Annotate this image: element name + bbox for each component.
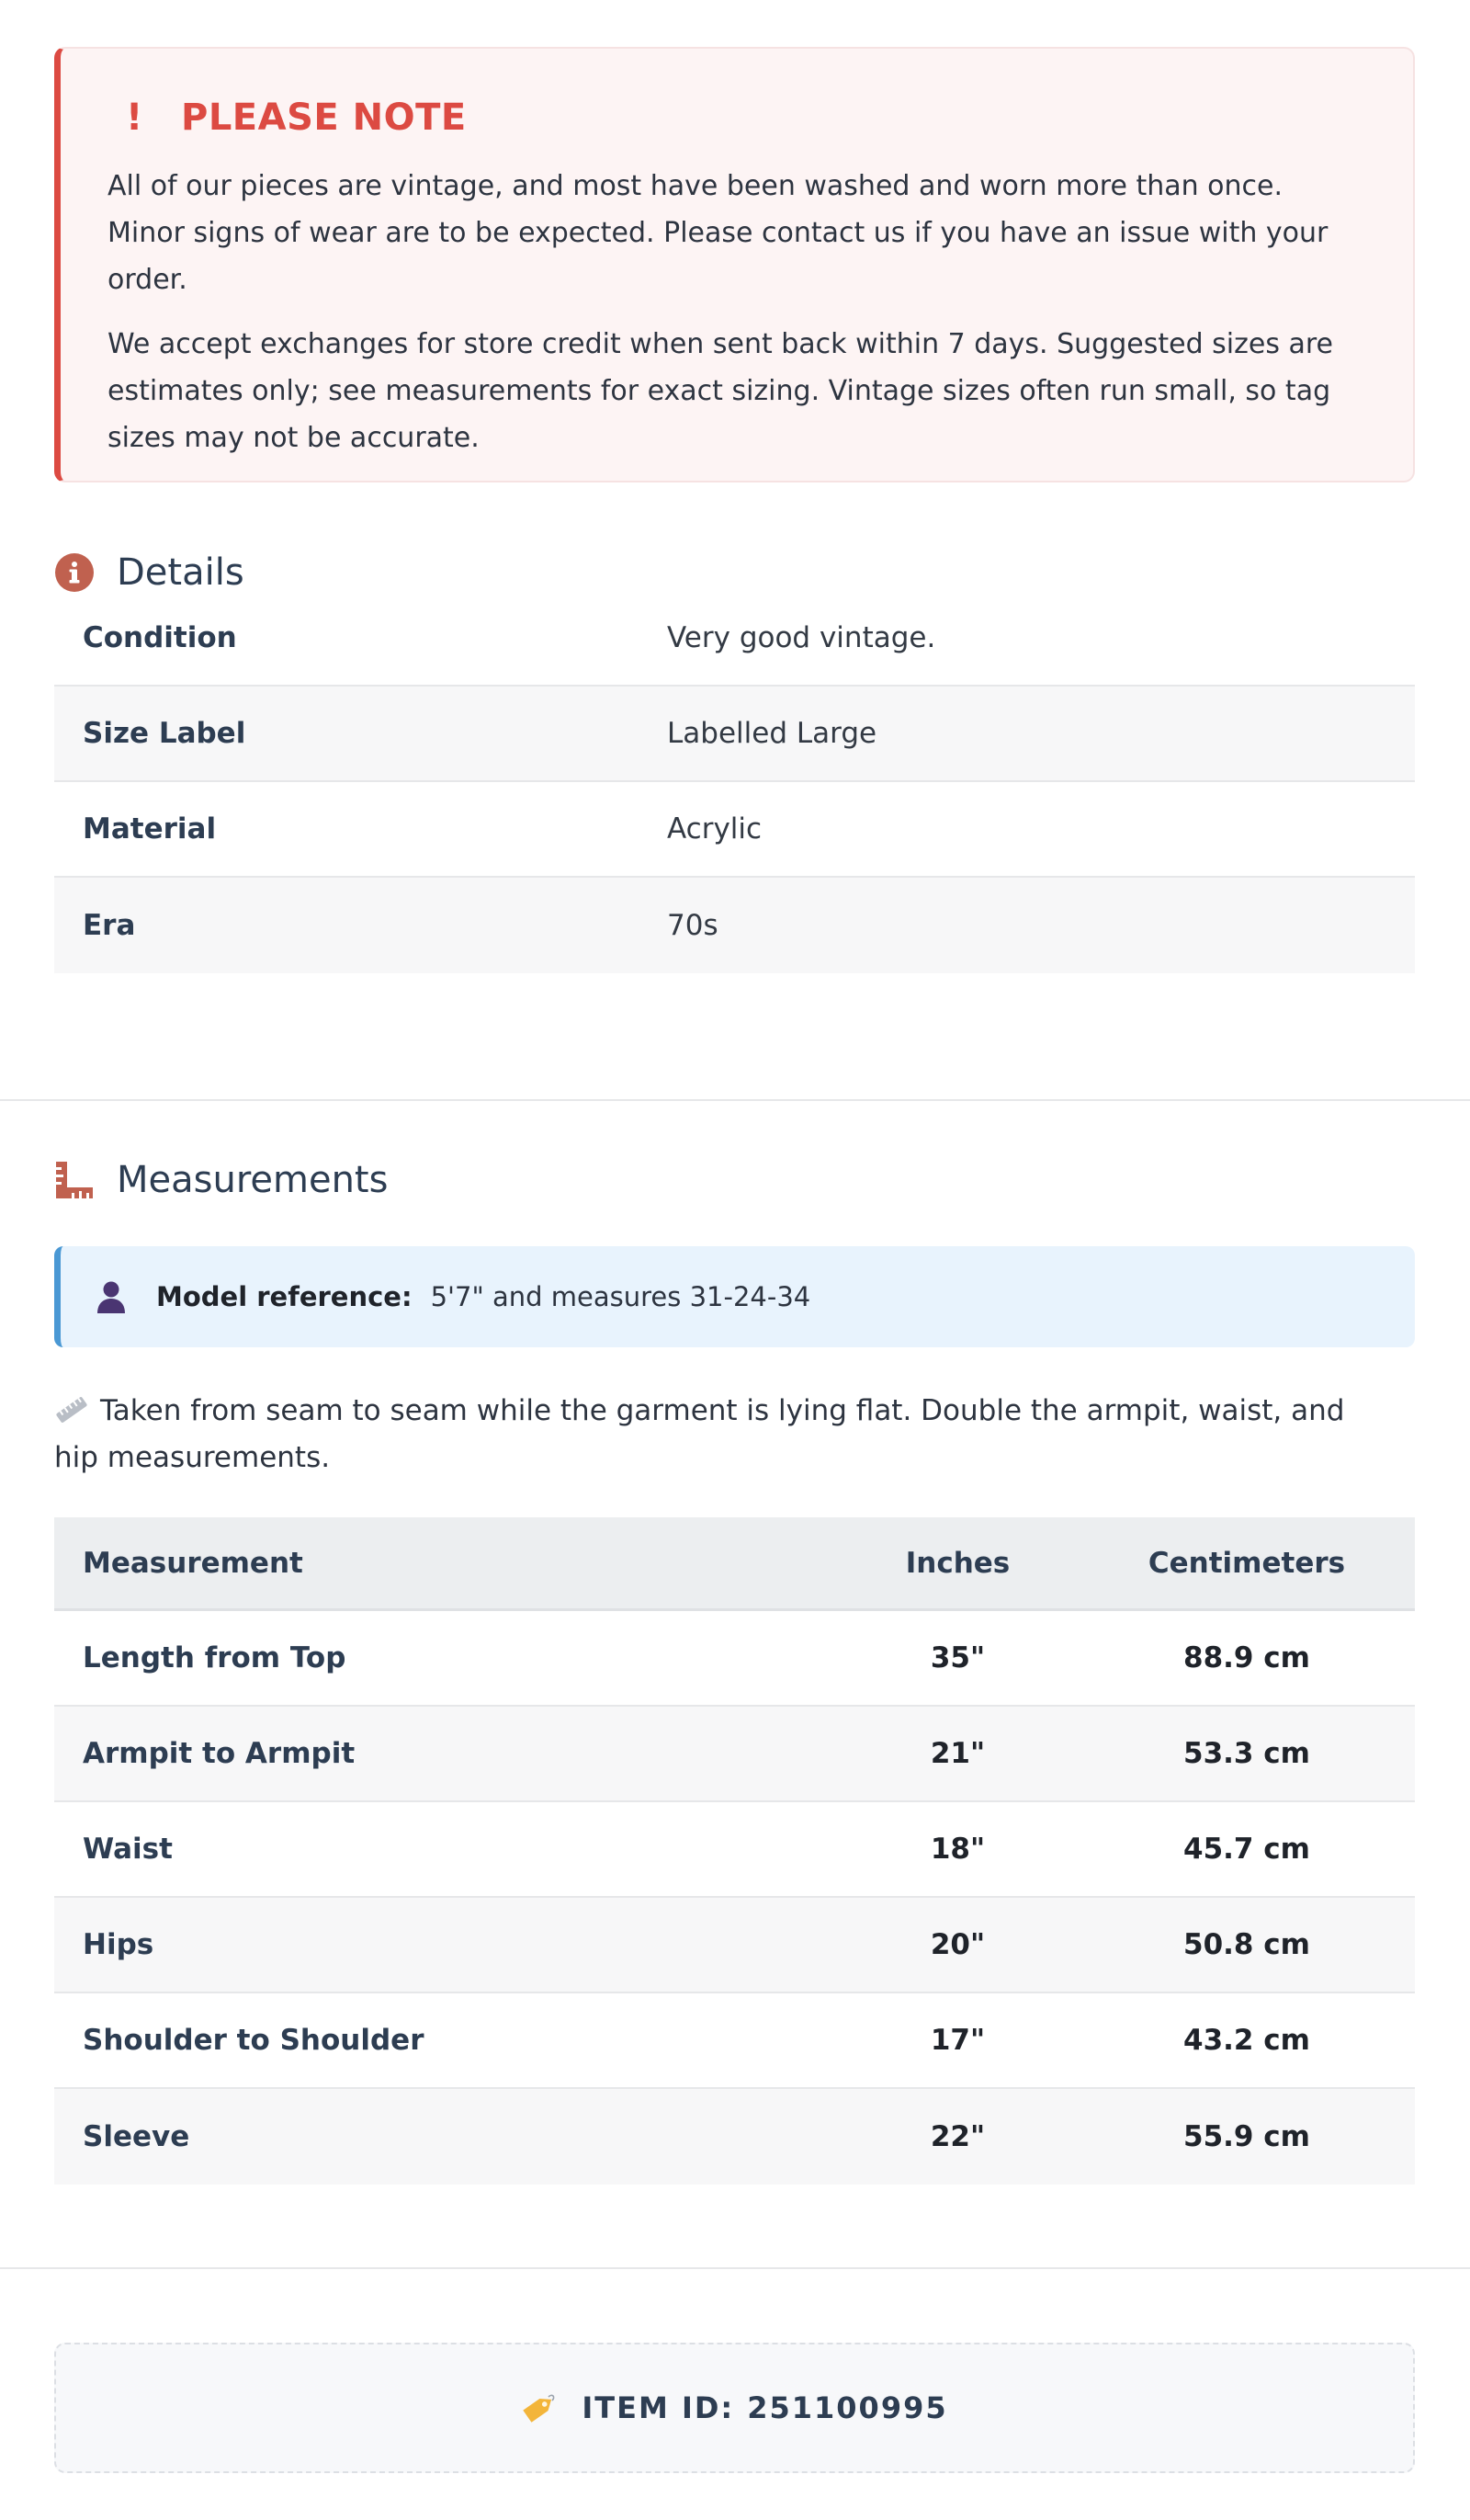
ruler-icon: [54, 1391, 89, 1419]
item-id-label: ITEM ID:: [582, 2390, 735, 2425]
column-header-measurement: Measurement: [83, 1546, 303, 1580]
info-icon: [54, 552, 117, 593]
notice-title: PLEASE NOTE: [181, 96, 467, 139]
notice-paragraph-2: We accept exchanges for store credit when sent back within 7 days. Suggested sizes are estimates only; see measurements for exact sizing. Vintage sizes often run small, so tag sizes may not be accurate.: [107, 328, 1334, 454]
details-row: [54, 782, 1415, 878]
column-header-centimeters: Centimeters: [1148, 1546, 1346, 1580]
details-value: Acrylic: [667, 812, 763, 846]
measurement-cm: 43.2 cm: [1183, 2024, 1310, 2057]
model-reference-label: Model reference:: [156, 1281, 413, 1312]
model-reference-box: [54, 1246, 1415, 1347]
section-divider: [0, 1099, 1470, 1101]
details-row: [54, 878, 1415, 973]
measurement-name: Hips: [83, 1928, 154, 1961]
details-label: Size Label: [83, 717, 246, 750]
measurement-inches: 20": [930, 1928, 986, 1961]
table-row: [54, 1707, 1415, 1802]
notice-paragraph-1: All of our pieces are vintage, and most have been washed and worn more than once. Minor signs of wear are to be expected. Please contact us if you have an issue with your order.: [107, 170, 1329, 296]
measurement-name: Sleeve: [83, 2120, 190, 2153]
measurement-note-text: Taken from seam to seam while the garment is lying flat. Double the armpit, waist, and hip measurements.: [54, 1394, 1345, 1474]
measurement-name: Length from Top: [83, 1641, 346, 1674]
notice-header: [107, 96, 1367, 139]
measurement-cm: 45.7 cm: [1183, 1833, 1310, 1866]
section-divider: [0, 2267, 1470, 2269]
measurement-cm: 53.3 cm: [1183, 1737, 1310, 1770]
ruler-icon: [54, 1160, 117, 1200]
measurement-inches: 18": [930, 1833, 986, 1866]
measurements-heading: [54, 1157, 388, 1203]
table-row: [54, 1898, 1415, 1993]
user-icon: [96, 1280, 127, 1313]
tag-icon: [521, 2389, 558, 2426]
table-row: [54, 1611, 1415, 1707]
details-value: Labelled Large: [667, 717, 877, 750]
measurement-name: Armpit to Armpit: [83, 1737, 356, 1770]
details-row: [54, 591, 1415, 687]
details-value: Very good vintage.: [667, 621, 936, 654]
details-heading: [54, 550, 244, 596]
details-row: [54, 687, 1415, 782]
measurements-title: Measurements: [117, 1159, 389, 1201]
measurement-name: Shoulder to Shoulder: [83, 2024, 424, 2057]
measurements-table: [54, 1517, 1415, 2185]
item-id-value: 251100995: [747, 2390, 948, 2425]
measurement-cm: 50.8 cm: [1183, 1928, 1310, 1961]
measurement-inches: 22": [930, 2120, 986, 2153]
please-note-box: [54, 47, 1415, 482]
table-row: [54, 2089, 1415, 2185]
details-table: [54, 591, 1415, 973]
measurement-name: Waist: [83, 1833, 173, 1866]
table-row: [54, 1993, 1415, 2089]
measurement-inches: 35": [930, 1641, 986, 1674]
details-title: Details: [117, 551, 244, 594]
details-label: Era: [83, 909, 136, 942]
measurement-cm: 88.9 cm: [1183, 1641, 1310, 1674]
measurement-inches: 21": [930, 1737, 986, 1770]
table-row: [54, 1802, 1415, 1898]
measurement-cm: 55.9 cm: [1183, 2120, 1310, 2153]
column-header-inches: Inches: [905, 1546, 1011, 1580]
item-id-box: [54, 2343, 1415, 2473]
measurement-note: [54, 1388, 1359, 1481]
exclamation-icon: !: [126, 96, 143, 139]
details-value: 70s: [667, 909, 718, 942]
details-label: Material: [83, 812, 217, 846]
measurements-table-header: [54, 1517, 1415, 1611]
model-reference-value: 5'7" and measures 31-24-34: [430, 1281, 811, 1312]
details-label: Condition: [83, 621, 237, 654]
measurement-inches: 17": [930, 2024, 986, 2057]
